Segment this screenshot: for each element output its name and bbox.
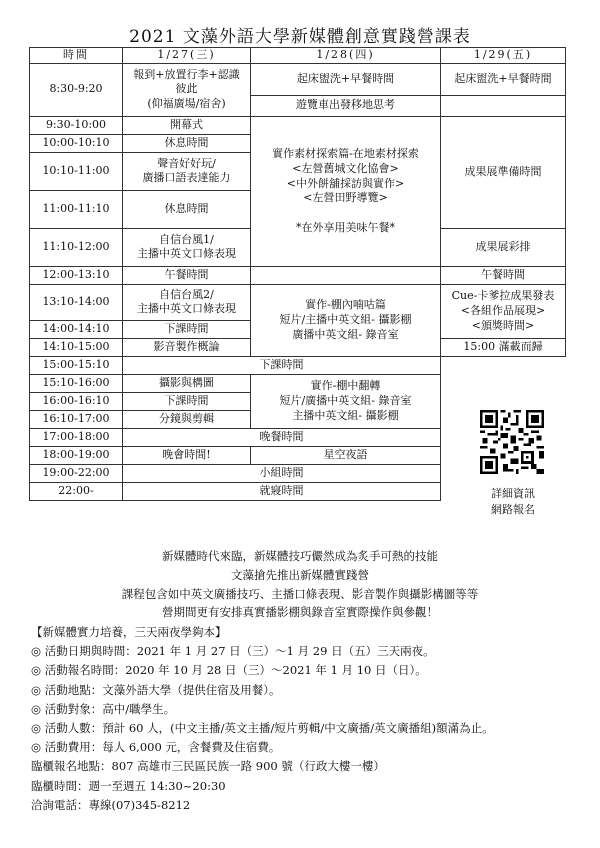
schedule-cell: 星空夜語 <box>251 446 441 464</box>
time-cell: 22:00- <box>30 482 123 500</box>
time-cell: 16:10-17:00 <box>30 410 123 428</box>
header-row <box>30 48 566 64</box>
cell-line: 實作素材探索篇-在地素材探索 <box>272 146 419 160</box>
cell-line: 廣播中英文組- 錄音室 <box>292 327 399 341</box>
cell-line: 主播中英文口條表現 <box>137 247 236 261</box>
schedule-cell <box>251 116 441 266</box>
schedule-cell: 休息時間 <box>123 190 251 228</box>
detail-item-counter-hours: 臨櫃時間：週一至週五 14:30~20:30 <box>31 778 226 793</box>
schedule-cell: 分鏡與剪輯 <box>123 410 251 428</box>
schedule-cell: 下課時間 <box>123 356 441 374</box>
time-cell: 19:00-22:00 <box>30 464 123 482</box>
schedule-cell: 成果展彩排 <box>441 228 566 266</box>
schedule-cell-empty <box>251 266 441 284</box>
table-row <box>30 266 566 284</box>
cell-line: 報到+放置行李+認識 <box>133 67 240 81</box>
cell-line: 短片/廣播中英文組- 錄音室 <box>279 393 412 407</box>
cell-line: (仰福廣場/宿舍) <box>147 97 226 111</box>
cell-line: <各組作品展現> <box>460 303 546 317</box>
schedule-cell: 遊覽車出發移地思考 <box>251 95 441 116</box>
cell-line: 聲音好好玩/ <box>157 156 216 170</box>
schedule-cell: 攝影與構圖 <box>123 374 251 392</box>
schedule-cell: 15:00 滿載而歸 <box>441 338 566 356</box>
schedule-cell <box>251 284 441 356</box>
time-cell: 15:10-16:00 <box>30 374 123 392</box>
cell-line: Cue-卡爹拉成果發表 <box>451 289 555 303</box>
cell-line: 彼此 <box>175 82 198 96</box>
schedule-cell <box>123 228 251 266</box>
header-day2: 1/28(四) <box>251 48 441 64</box>
cell-line: <頒獎時間> <box>471 318 535 332</box>
qr-caption <box>470 486 556 518</box>
schedule-cell: 起床盥洗+早餐時間 <box>441 63 566 95</box>
table-row <box>30 116 566 134</box>
time-cell: 17:00-18:00 <box>30 428 123 446</box>
detail-item-counter-address: 臨櫃報名地點：807 高雄市三民區民族一路 900 號（行政大樓一樓） <box>31 759 385 774</box>
schedule-cell <box>123 284 251 320</box>
header-day1: 1/27(三) <box>123 48 251 64</box>
schedule-cell: 成果展準備時間 <box>441 116 566 228</box>
schedule-cell: 開幕式 <box>123 116 251 134</box>
time-cell: 10:10-11:00 <box>30 152 123 190</box>
cell-line: 主播中英文口條表現 <box>137 302 236 316</box>
header-time: 時間 <box>30 48 123 64</box>
table-row <box>30 63 566 95</box>
promo-line: 課程包含如中英文廣播技巧、主播口條表現、影音製作與攝影構圖等等 <box>121 586 479 601</box>
cell-line: <中外餅舖採訪與實作> <box>286 176 405 190</box>
promo-line: 新媒體時代來臨，新媒體技巧儼然成為炙手可熱的技能 <box>162 549 438 563</box>
schedule-cell: 晚餐時間 <box>123 428 441 446</box>
event-details <box>31 623 571 815</box>
qr-code-icon[interactable] <box>480 410 544 474</box>
cell-line: <左營田野導覽> <box>303 191 388 205</box>
detail-item-date: ◎ 活動日期與時間：2021 年 1 月 27 日（三）～1 月 29 日（五）三天兩夜。 <box>31 644 435 659</box>
qr-caption-line: 詳細資訊 <box>491 487 535 500</box>
time-cell: 11:00-11:10 <box>30 190 123 228</box>
detail-item-capacity: ◎ 活動人數：預計 60 人，(中文主播/英文主播/短片剪輯/中文廣播/英文廣播組)額滿為止。 <box>31 721 494 736</box>
cell-line: 自信台風1/ <box>159 232 214 246</box>
schedule-cell: 午餐時間 <box>441 266 566 284</box>
schedule-cell: 小組時間 <box>123 464 441 482</box>
cell-line: <左營舊城文化協會> <box>292 161 399 175</box>
promo-line: 營期間更有安排真實播影棚與錄音室實際操作與參觀！ <box>162 605 438 620</box>
detail-item-registration: ◎ 活動報名時間：2020 年 10 月 28 日（三）～2021 年 1 月 10 日（日）。 <box>31 663 427 678</box>
cell-line <box>253 206 438 221</box>
cell-line: 實作-棚內喃咕篇 <box>305 298 386 312</box>
header-day3: 1/29(五) <box>441 48 566 64</box>
table-row <box>30 356 566 374</box>
promo-text <box>0 547 600 622</box>
qr-caption-line: 網路報名 <box>491 503 535 516</box>
time-cell: 14:00-14:10 <box>30 320 123 338</box>
cell-line: 實作-棚中翻轉 <box>310 379 381 393</box>
cell-line: 主播中英文組- 攝影棚 <box>292 408 399 422</box>
detail-item-phone: 洽詢電話：專線(07)345-8212 <box>31 797 191 812</box>
cell-line: 自信台風2/ <box>159 287 214 301</box>
schedule-cell-empty <box>441 95 566 116</box>
schedule-cell: 午餐時間 <box>123 266 251 284</box>
schedule-cell <box>123 152 251 190</box>
schedule-cell <box>251 374 441 428</box>
details-heading: 【新媒體實力培養，三天兩夜學夠本】 <box>31 625 227 639</box>
schedule-cell <box>123 63 251 116</box>
time-cell: 16:00-16:10 <box>30 392 123 410</box>
cell-line: 廣播口語表達能力 <box>142 171 231 185</box>
schedule-cell: 起床盥洗+早餐時間 <box>251 63 441 95</box>
cell-line: 短片/主播中英文組- 攝影棚 <box>279 312 412 326</box>
time-cell: 15:00-15:10 <box>30 356 123 374</box>
detail-item-fee: ◎ 活動費用：每人 6,000 元，含餐費及住宿費。 <box>31 740 281 755</box>
schedule-cell: 下課時間 <box>123 320 251 338</box>
schedule-cell <box>441 284 566 338</box>
cell-line: *在外享用美味午餐* <box>296 221 395 235</box>
schedule-cell: 晚會時間! <box>123 446 251 464</box>
schedule-cell: 休息時間 <box>123 134 251 152</box>
page-title: 2021 文藻外語大學新媒體創意實踐營課表 <box>129 27 471 47</box>
schedule-cell: 下課時間 <box>123 392 251 410</box>
time-cell: 18:00-19:00 <box>30 446 123 464</box>
time-cell: 8:30-9:20 <box>30 63 123 116</box>
time-cell: 14:10-15:00 <box>30 338 123 356</box>
time-cell: 11:10-12:00 <box>30 228 123 266</box>
promo-line: 文藻搶先推出新媒體實踐營 <box>231 567 369 582</box>
time-cell: 12:00-13:10 <box>30 266 123 284</box>
time-cell: 13:10-14:00 <box>30 284 123 320</box>
table-row <box>30 284 566 320</box>
time-cell: 9:30-10:00 <box>30 116 123 134</box>
detail-item-location: ◎ 活動地點：文藻外語大學（提供住宿及用餐）。 <box>31 682 281 697</box>
schedule-cell: 影音製作概論 <box>123 338 251 356</box>
time-cell: 10:00-10:10 <box>30 134 123 152</box>
detail-item-audience: ◎ 活動對象：高中/職學生。 <box>31 701 176 716</box>
schedule-cell: 就寢時間 <box>123 482 441 500</box>
